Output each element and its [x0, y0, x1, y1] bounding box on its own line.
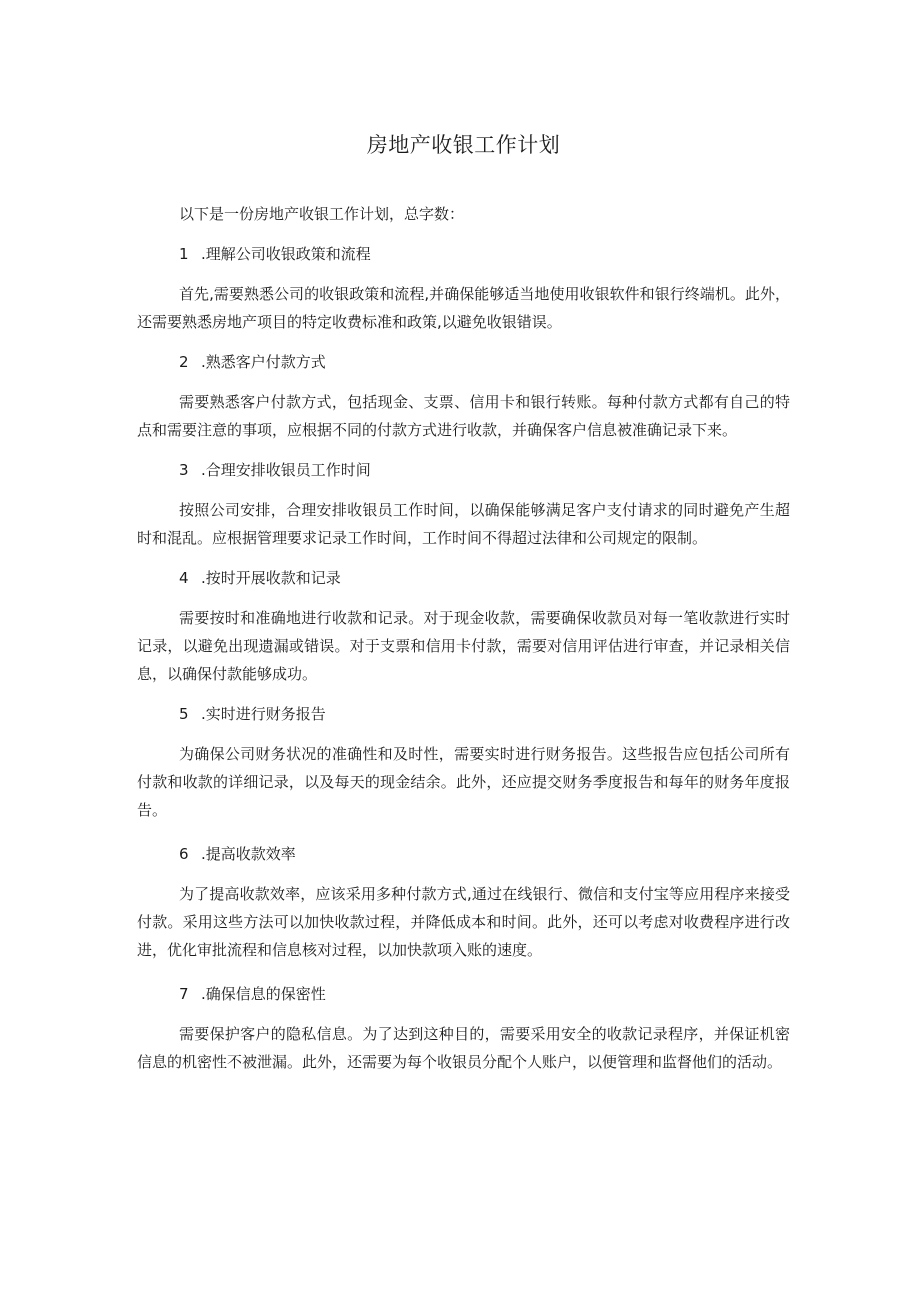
- section-number-7: 7: [179, 985, 189, 1003]
- section-heading-3: [137, 456, 790, 484]
- section-number-3: 3: [179, 461, 189, 479]
- section-number-5: 5: [179, 705, 189, 723]
- section-body-4: 需要按时和准确地进行收款和记录。对于现金收款，需要确保收款员对每一笔收款进行实时记录，以避免出现遗漏或错误。对于支票和信用卡付款，需要对信用评估进行审查，并记录相关信息，以确保付款能够成功。: [137, 609, 790, 683]
- section-heading-4: [137, 564, 790, 592]
- section-heading-text-6: .提高收款效率: [201, 845, 296, 863]
- document-title: 房地产收银工作计划: [366, 133, 561, 157]
- section-heading-text-3: .合理安排收银员工作时间: [201, 461, 371, 479]
- section-heading-7: [137, 980, 790, 1008]
- section-number-6: 6: [179, 845, 189, 863]
- section-body-1: 首先,需要熟悉公司的收银政策和流程,并确保能够适当地使用收银软件和银行终端机。此外，还需要熟悉房地产项目的特定收费标准和政策,以避免收银错误。: [137, 285, 790, 331]
- section-number-1: 1: [179, 245, 189, 263]
- section-heading-5: [137, 700, 790, 728]
- section-body-3: 按照公司安排，合理安排收银员工作时间，以确保能够满足客户支付请求的同时避免产生超时和混乱。应根据管理要求记录工作时间，工作时间不得超过法律和公司规定的限制。: [137, 501, 790, 547]
- section-heading-text-2: .熟悉客户付款方式: [201, 353, 326, 371]
- section-body-2: 需要熟悉客户付款方式，包括现金、支票、信用卡和银行转账。每种付款方式都有自己的特点和需要注意的事项，应根据不同的付款方式进行收款，并确保客户信息被准确记录下来。: [137, 393, 790, 439]
- section-number-2: 2: [179, 353, 189, 371]
- section-heading-text-4: .按时开展收款和记录: [201, 569, 341, 587]
- section-number-4: 4: [179, 569, 189, 587]
- section-body-7: 需要保护客户的隐私信息。为了达到这种目的，需要采用安全的收款记录程序，并保证机密信息的机密性不被泄漏。此外，还需要为每个收银员分配个人账户，以便管理和监督他们的活动。: [137, 1025, 790, 1071]
- section-heading-text-5: .实时进行财务报告: [201, 705, 326, 723]
- section-heading-2: [137, 348, 790, 376]
- section-heading-text-7: .确保信息的保密性: [201, 985, 326, 1003]
- section-body-6: 为了提高收款效率，应该采用多种付款方式,通过在线银行、微信和支付宝等应用程序来接受付款。采用这些方法可以加快收款过程，并降低成本和时间。此外，还可以考虑对收费程序进行改进，优化审批流程和信息核对过程，以加快款项入账的速度。: [137, 885, 790, 959]
- section-body-5: 为确保公司财务状况的准确性和及时性，需要实时进行财务报告。这些报告应包括公司所有付款和收款的详细记录，以及每天的现金结余。此外，还应提交财务季度报告和每年的财务年度报告。: [137, 745, 790, 819]
- section-heading-text-1: .理解公司收银政策和流程: [201, 245, 371, 263]
- section-heading-6: [137, 840, 790, 868]
- section-heading-1: [137, 240, 790, 268]
- intro-paragraph: 以下是一份房地产收银工作计划，总字数：: [179, 205, 465, 223]
